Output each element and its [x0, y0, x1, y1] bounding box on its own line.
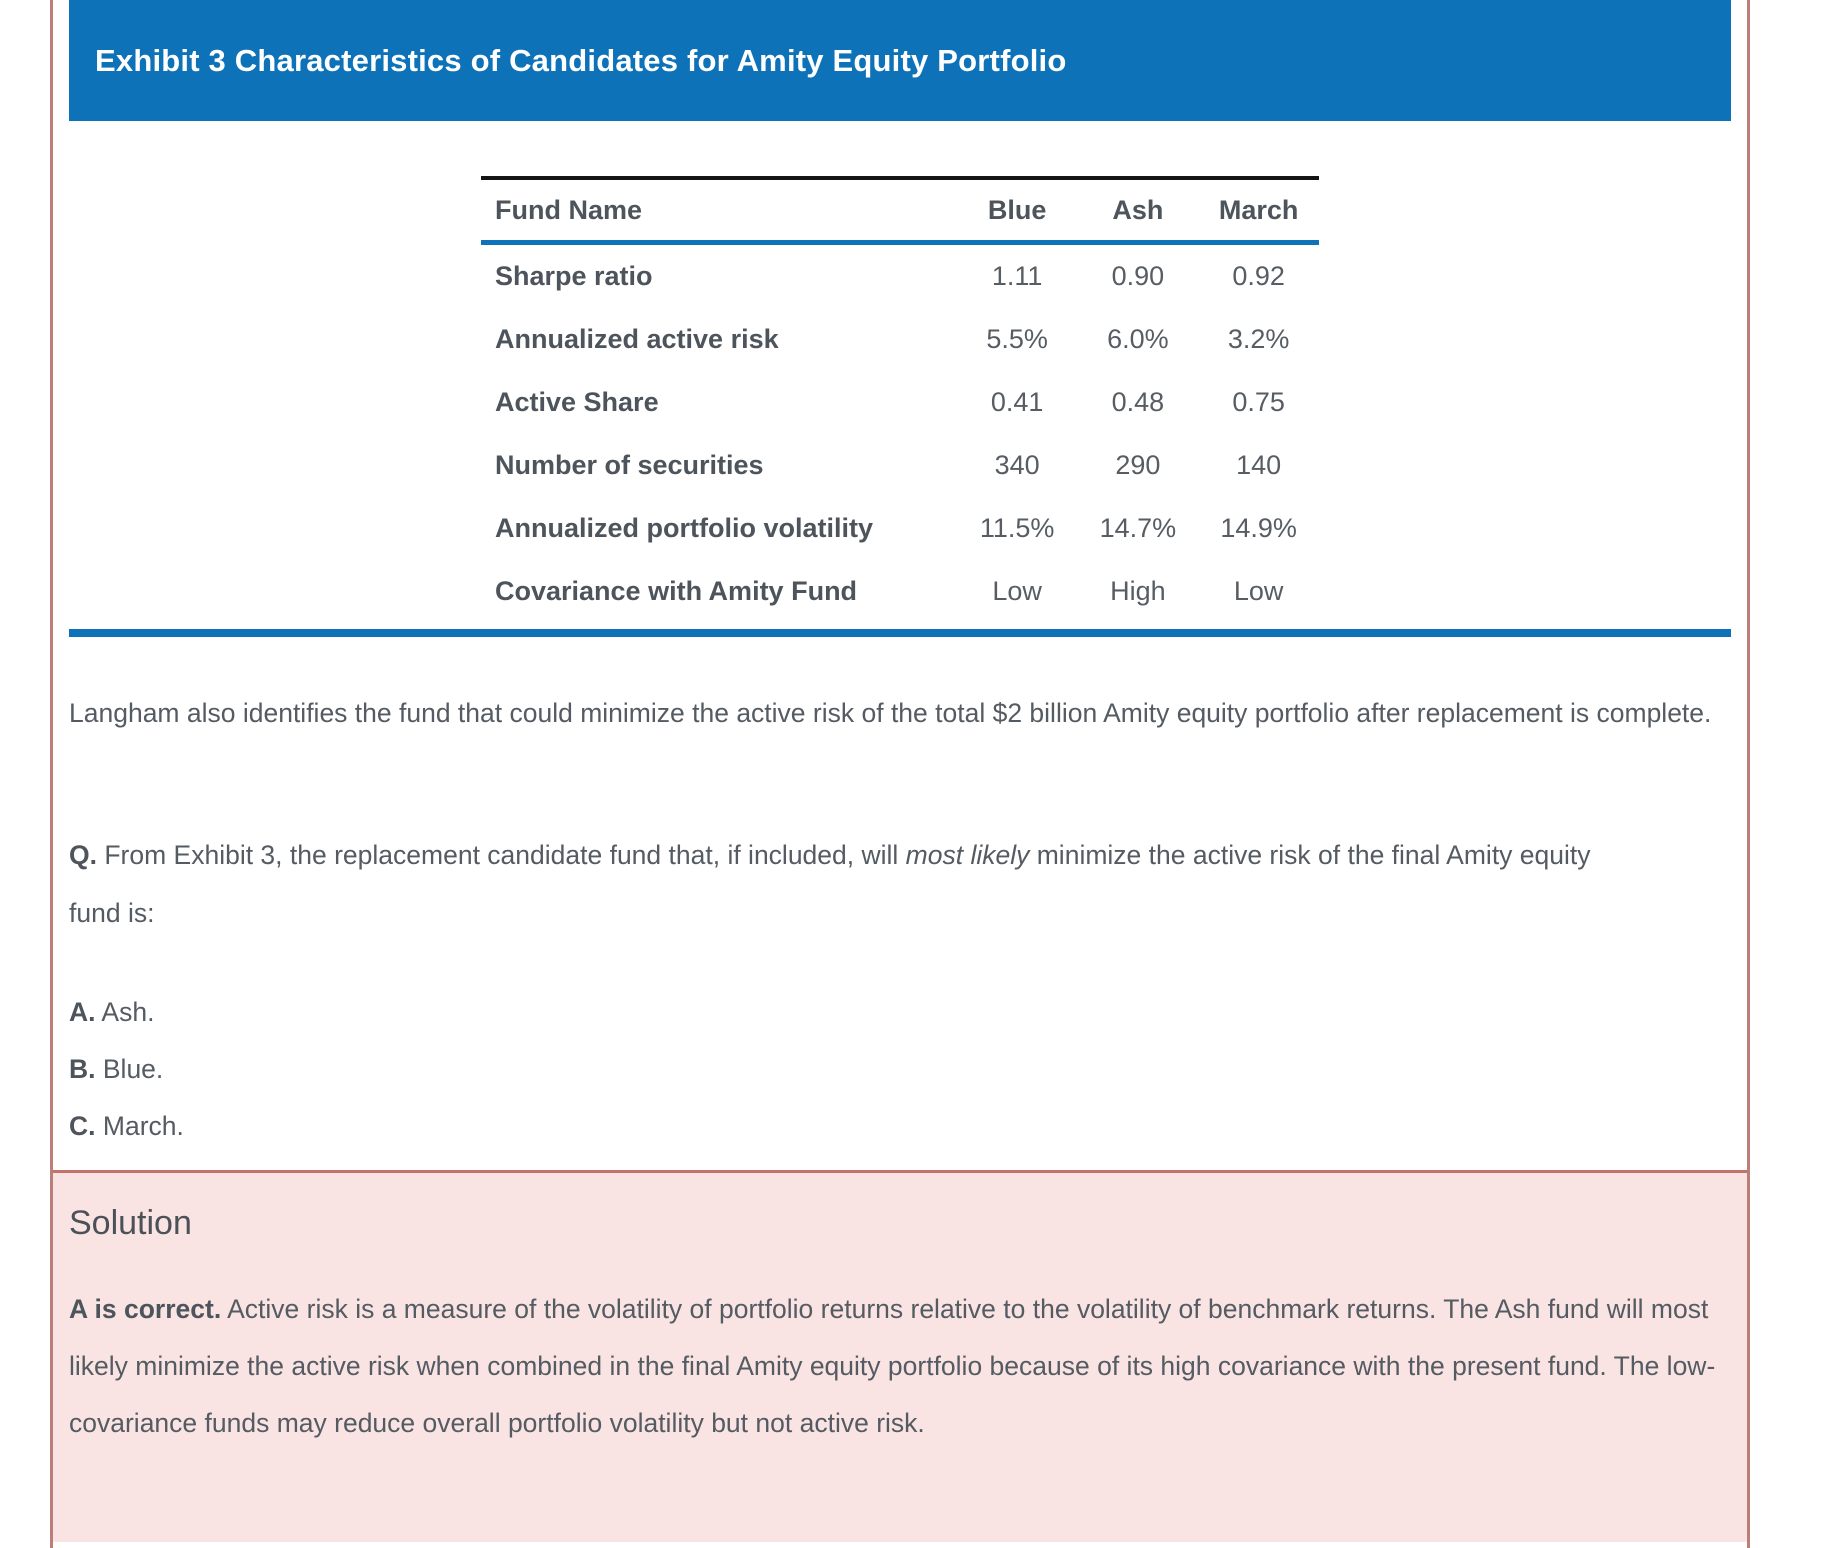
solution-heading: Solution: [69, 1204, 192, 1242]
solution-text: [69, 1281, 1731, 1452]
row-label: Active Share: [495, 387, 659, 417]
section-divider: [69, 629, 1731, 637]
answer-options: [53, 984, 1747, 1155]
cell-ash: 0.48: [1111, 387, 1165, 417]
cell-blue: 0.41: [990, 387, 1044, 417]
cell-march: Low: [1233, 576, 1284, 606]
cell-march: 3.2%: [1227, 324, 1290, 354]
table-header-fund-name: Fund Name: [481, 178, 957, 243]
cell-ash: High: [1110, 576, 1166, 606]
table-row: [481, 560, 1319, 623]
cell-ash: 14.7%: [1099, 513, 1177, 543]
table-row: [481, 308, 1319, 371]
table-header-row: [481, 178, 1319, 243]
solution-box: [53, 1170, 1747, 1542]
question-part-2: minimize the active risk of the final Amity equity fund is:: [69, 840, 1591, 928]
question-part-1: From Exhibit 3, the replacement candidate fund that, if included, will: [96, 840, 906, 870]
option-b-text: Blue.: [102, 1054, 164, 1084]
solution-body: Active risk is a measure of the volatility of portfolio returns relative to the volatility of benchmark returns. The Ash fund will most likely minimize the active risk when combined in the final Amity equity portfolio because of its high covariance with the present fund. The low-covariance funds may reduce overall portfolio volatility but not active risk.: [69, 1294, 1716, 1438]
cell-blue: 11.5%: [979, 513, 1055, 543]
cell-blue: 340: [994, 450, 1040, 480]
content-container: [50, 0, 1750, 1548]
option-c: [69, 1098, 1731, 1155]
cell-march: 140: [1236, 450, 1282, 480]
cell-blue: Low: [992, 576, 1042, 606]
cell-blue: 1.11: [991, 261, 1043, 291]
cell-ash: 6.0%: [1107, 324, 1169, 354]
table-row: [481, 497, 1319, 560]
cell-march: 0.92: [1232, 261, 1285, 291]
table-header-ash: Ash: [1078, 178, 1199, 243]
cell-march: 0.75: [1232, 387, 1285, 417]
option-c-letter: C.: [69, 1111, 96, 1141]
row-label: Annualized portfolio volatility: [495, 513, 873, 543]
cell-march: 14.9%: [1220, 513, 1297, 543]
exhibit-table-wrap: [481, 176, 1319, 623]
exhibit-banner: [69, 0, 1731, 121]
question-label: Q.: [69, 840, 97, 870]
table-header-blue: Blue: [957, 178, 1078, 243]
exhibit-title: Exhibit 3 Characteristics of Candidates for Amity Equity Portfolio: [95, 42, 1067, 78]
row-label: Covariance with Amity Fund: [495, 576, 858, 606]
table-row: [481, 243, 1319, 309]
option-b-letter: B.: [69, 1054, 96, 1084]
option-a-text: Ash.: [101, 997, 155, 1027]
row-label: Number of securities: [495, 450, 764, 480]
option-a: [69, 984, 1731, 1041]
row-label: Annualized active risk: [495, 324, 779, 354]
exhibit-table: [481, 176, 1319, 623]
cell-ash: 0.90: [1111, 261, 1165, 291]
cell-ash: 290: [1115, 450, 1161, 480]
table-row: [481, 434, 1319, 497]
option-b: [69, 1041, 1731, 1098]
table-row: [481, 371, 1319, 434]
cell-blue: 5.5%: [986, 324, 1048, 354]
option-c-text: March.: [102, 1111, 184, 1141]
solution-answer-lead: A is correct.: [69, 1294, 222, 1324]
question-italic: most likely: [905, 840, 1030, 870]
table-header-march: March: [1198, 178, 1319, 243]
row-label: Sharpe ratio: [495, 261, 653, 291]
option-a-letter: A.: [69, 997, 96, 1027]
intro-paragraph: Langham also identifies the fund that could minimize the active risk of the total $2 billion Amity equity portfolio after replacement is complete.: [69, 698, 1712, 728]
question-text: [69, 826, 1649, 942]
